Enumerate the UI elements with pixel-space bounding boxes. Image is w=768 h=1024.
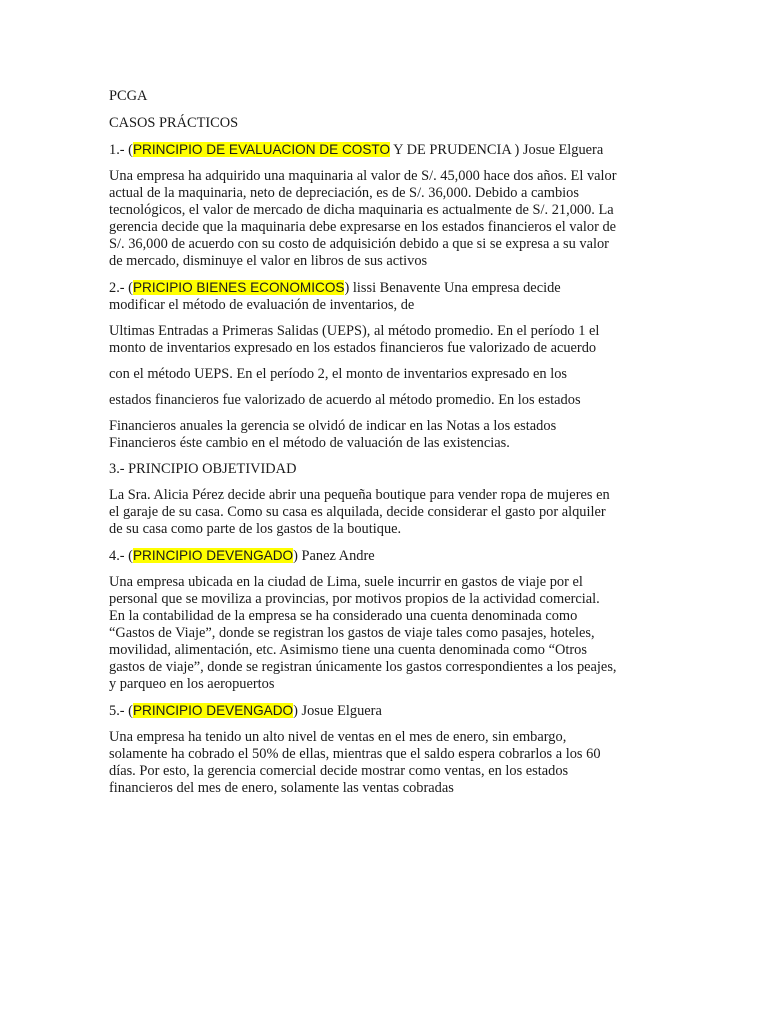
case3-line: La Sra. Alicia Pérez decide abrir una pequeña boutique para vender ropa de mujeres en <box>109 487 610 503</box>
case1-rest: Y DE PRUDENCIA ) Josue Elguera <box>390 142 604 158</box>
case4-line: gastos de viaje”, donde se registran únicamente los gastos correspondientes a los peajes, <box>109 659 617 675</box>
case4-line: “Gastos de Viaje”, donde se registran los gastos de viaje tales como pasajes, hoteles, <box>109 625 595 641</box>
case5-heading <box>109 702 665 720</box>
case3-line: de su casa como parte de los gastos de la boutique. <box>109 521 402 537</box>
case2-rest: ) lissi Benavente Una empresa decide <box>344 280 561 296</box>
case5-rest: ) Josue Elguera <box>293 703 382 719</box>
case4-line: y parqueo en los aeropuertos <box>109 676 275 692</box>
case1-heading <box>109 141 665 159</box>
case4-line: movilidad, alimentación, etc. Asimismo tiene una cuenta denominada como “Otros <box>109 642 587 658</box>
case2-line: Financieros éste cambio en el método de valuación de las existencias. <box>109 435 510 451</box>
case2-line: Ultimas Entradas a Primeras Salidas (UEPS), al método promedio. En el período 1 el <box>109 323 600 339</box>
case2-paragraph-b: con el método UEPS. En el período 2, el monto de inventarios expresado en los <box>109 366 568 382</box>
case2-paragraph-c: estados financieros fue valorizado de acuerdo al método promedio. En los estados <box>109 392 581 408</box>
case4-line: personal que se moviliza a provincias, por motivos propios de la actividad comercial. <box>109 591 600 607</box>
case5-line: Una empresa ha tenido un alto nivel de ventas en el mes de enero, sin embargo, <box>109 729 567 745</box>
case1-line: S/. 36,000 de acuerdo con su costo de adquisición debido a que si se expresa a su valor <box>109 236 609 252</box>
case1-line: de mercado, disminuye el valor en libros de sus activos <box>109 253 428 269</box>
case2-number: 2.- ( <box>109 280 133 296</box>
case5-paragraph <box>109 729 665 797</box>
case3-line: el garaje de su casa. Como su casa es alquilada, decide considerar el gasto por alquiler <box>109 504 606 520</box>
case2-principle: PRICIPIO BIENES ECONOMICOS <box>132 280 345 295</box>
case5-number: 5.- ( <box>109 703 133 719</box>
case2-paragraph-d <box>109 418 665 452</box>
case5-line: financieros del mes de enero, solamente las ventas cobradas <box>109 780 454 796</box>
case4-principle: PRINCIPIO DEVENGADO <box>132 548 294 563</box>
case1-principle: PRINCIPIO DE EVALUACION DE COSTO <box>132 142 391 157</box>
case5-line: solamente ha cobrado el 50% de ellas, mientras que el saldo espera cobrarlos a los 60 <box>109 746 601 762</box>
case4-rest: ) Panez Andre <box>293 548 375 564</box>
case1-number: 1.- ( <box>109 142 133 158</box>
case4-heading <box>109 547 665 565</box>
case3-heading: 3.- PRINCIPIO OBJETIVIDAD <box>109 461 297 477</box>
case2-line: monto de inventarios expresado en los estados financieros fue valorizado de acuerdo <box>109 340 597 356</box>
case5-line: días. Por esto, la gerencia comercial decide mostrar como ventas, en los estados <box>109 763 569 779</box>
case5-principle: PRINCIPIO DEVENGADO <box>132 703 294 718</box>
case1-line: actual de la maquinaria, neto de depreciación, es de S/. 36,000. Debido a cambios <box>109 185 579 201</box>
case1-paragraph <box>109 168 665 270</box>
case4-paragraph <box>109 574 665 693</box>
document-title: PCGA <box>109 88 148 104</box>
case2-paragraph-a <box>109 323 665 357</box>
document-subtitle: CASOS PRÁCTICOS <box>109 115 239 131</box>
case1-line: Una empresa ha adquirido una maquinaria al valor de S/. 45,000 hace dos años. El valor <box>109 168 617 184</box>
case4-line: Una empresa ubicada en la ciudad de Lima, suele incurrir en gastos de viaje por el <box>109 574 583 590</box>
case1-line: gerencia decide que la maquinaria debe expresarse en los estados financieros el valor de <box>109 219 617 235</box>
case2-heading <box>109 279 665 314</box>
case1-line: tecnológicos, el valor de mercado de dicha maquinaria es actualmente de S/. 21,000. La <box>109 202 614 218</box>
case4-line: En la contabilidad de la empresa se ha considerado una cuenta denominada como <box>109 608 578 624</box>
case2-line: Financieros anuales la gerencia se olvidó de indicar en las Notas a los estados <box>109 418 557 434</box>
case3-paragraph <box>109 487 665 538</box>
case4-number: 4.- ( <box>109 548 133 564</box>
document-body <box>109 88 665 797</box>
case2-line: modificar el método de evaluación de inventarios, de <box>109 297 415 313</box>
